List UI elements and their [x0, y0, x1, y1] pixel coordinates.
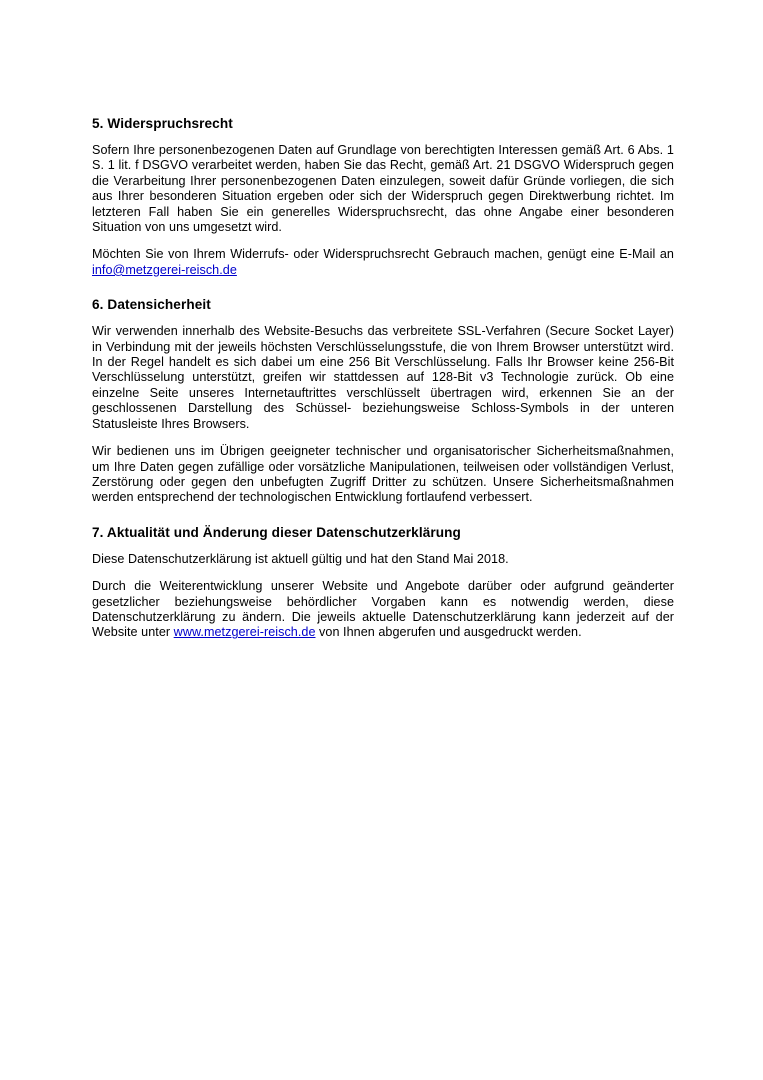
section-heading-datensicherheit: 6. Datensicherheit	[92, 297, 211, 313]
section-heading-widerspruchsrecht: 5. Widerspruchsrecht	[92, 116, 233, 131]
paragraph-aktualitaet-2-after: von Ihnen abgerufen und ausgedruckt werden.	[315, 625, 582, 640]
paragraph-aktualitaet-1: Diese Datenschutzerklärung ist aktuell gültig und hat den Stand Mai 2018.	[92, 551, 509, 566]
paragraph-datensicherheit-1: Wir verwenden innerhalb des Website-Besuchs das verbreitete SSL-Verfahren (Secure Socket Layer) in Verbindung mit der jeweils höchsten Verschlüsselungsstufe, die von Ihrem Browser unterstützt wird. In der Regel handelt es sich dabei um eine 256 Bit Verschlüsselung. Falls Ihr Browser keine 256-Bit Verschlüsselung unterstützt, greifen wir stattdessen auf 128-Bit v3 Technologie zurück. Ob eine einzelne Seite unseres Internetauftrittes verschlüsselt übertragen wird, erkennen Sie an der geschlossenen Darstellung des Schüssel- beziehungsweise Schloss-Symbols in der unteren Statusleiste Ihres Browsers.	[92, 324, 674, 431]
paragraph-aktualitaet-2	[92, 579, 674, 641]
paragraph-widerspruchsrecht-2-text: Möchten Sie von Ihrem Widerrufs- oder Widerspruchsrecht Gebrauch machen, genügt eine E-Mail an	[92, 247, 674, 262]
email-link[interactable]: info@metzgerei-reisch.de	[92, 262, 237, 277]
paragraph-widerspruchsrecht-2	[92, 247, 674, 278]
website-link[interactable]: www.metzgerei-reisch.de	[173, 625, 316, 640]
paragraph-datensicherheit-2: Wir bedienen uns im Übrigen geeigneter technischer und organisatorischer Sicherheitsmaßnahmen, um Ihre Daten gegen zufällige oder vorsätzliche Manipulationen, teilweisen oder vollständigen Verlust, Zerstörung oder gegen den unbefugten Zugriff Dritter zu schützen. Unsere Sicherheitsmaßnahmen werden entsprechend der technologischen Entwicklung fortlaufend verbessert.	[92, 444, 674, 505]
paragraph-widerspruchsrecht-1: Sofern Ihre personenbezogenen Daten auf Grundlage von berechtigten Interessen gemäß Art. 6 Abs. 1 S. 1 lit. f DSGVO verarbeitet werden, haben Sie das Recht, gemäß Art. 21 DSGVO Widerspruch gegen die Verarbeitung Ihrer personenbezogenen Daten einzulegen, soweit dafür Gründe vorliegen, die sich aus Ihrer besonderen Situation ergeben oder sich der Widerspruch gegen Direktwerbung richtet. Im letzteren Fall haben Sie ein generelles Widerspruchsrecht, das ohne Angabe einer besonderen Situation von uns umgesetzt wird.	[92, 143, 674, 235]
section-heading-aktualitaet: 7. Aktualität und Änderung dieser Datenschutzerklärung	[92, 524, 461, 540]
paragraph-aktualitaet-2-before: Durch die Weiterentwicklung unserer Website und Angebote darüber oder aufgrund geänderter gesetzlicher beziehungsweise behördlicher Vorgaben kann es notwendig werden, diese Datenschutzerklärung zu ändern. Die jeweils aktuelle Datenschutzerklärung kann jederzeit auf der Website unter	[92, 579, 674, 640]
